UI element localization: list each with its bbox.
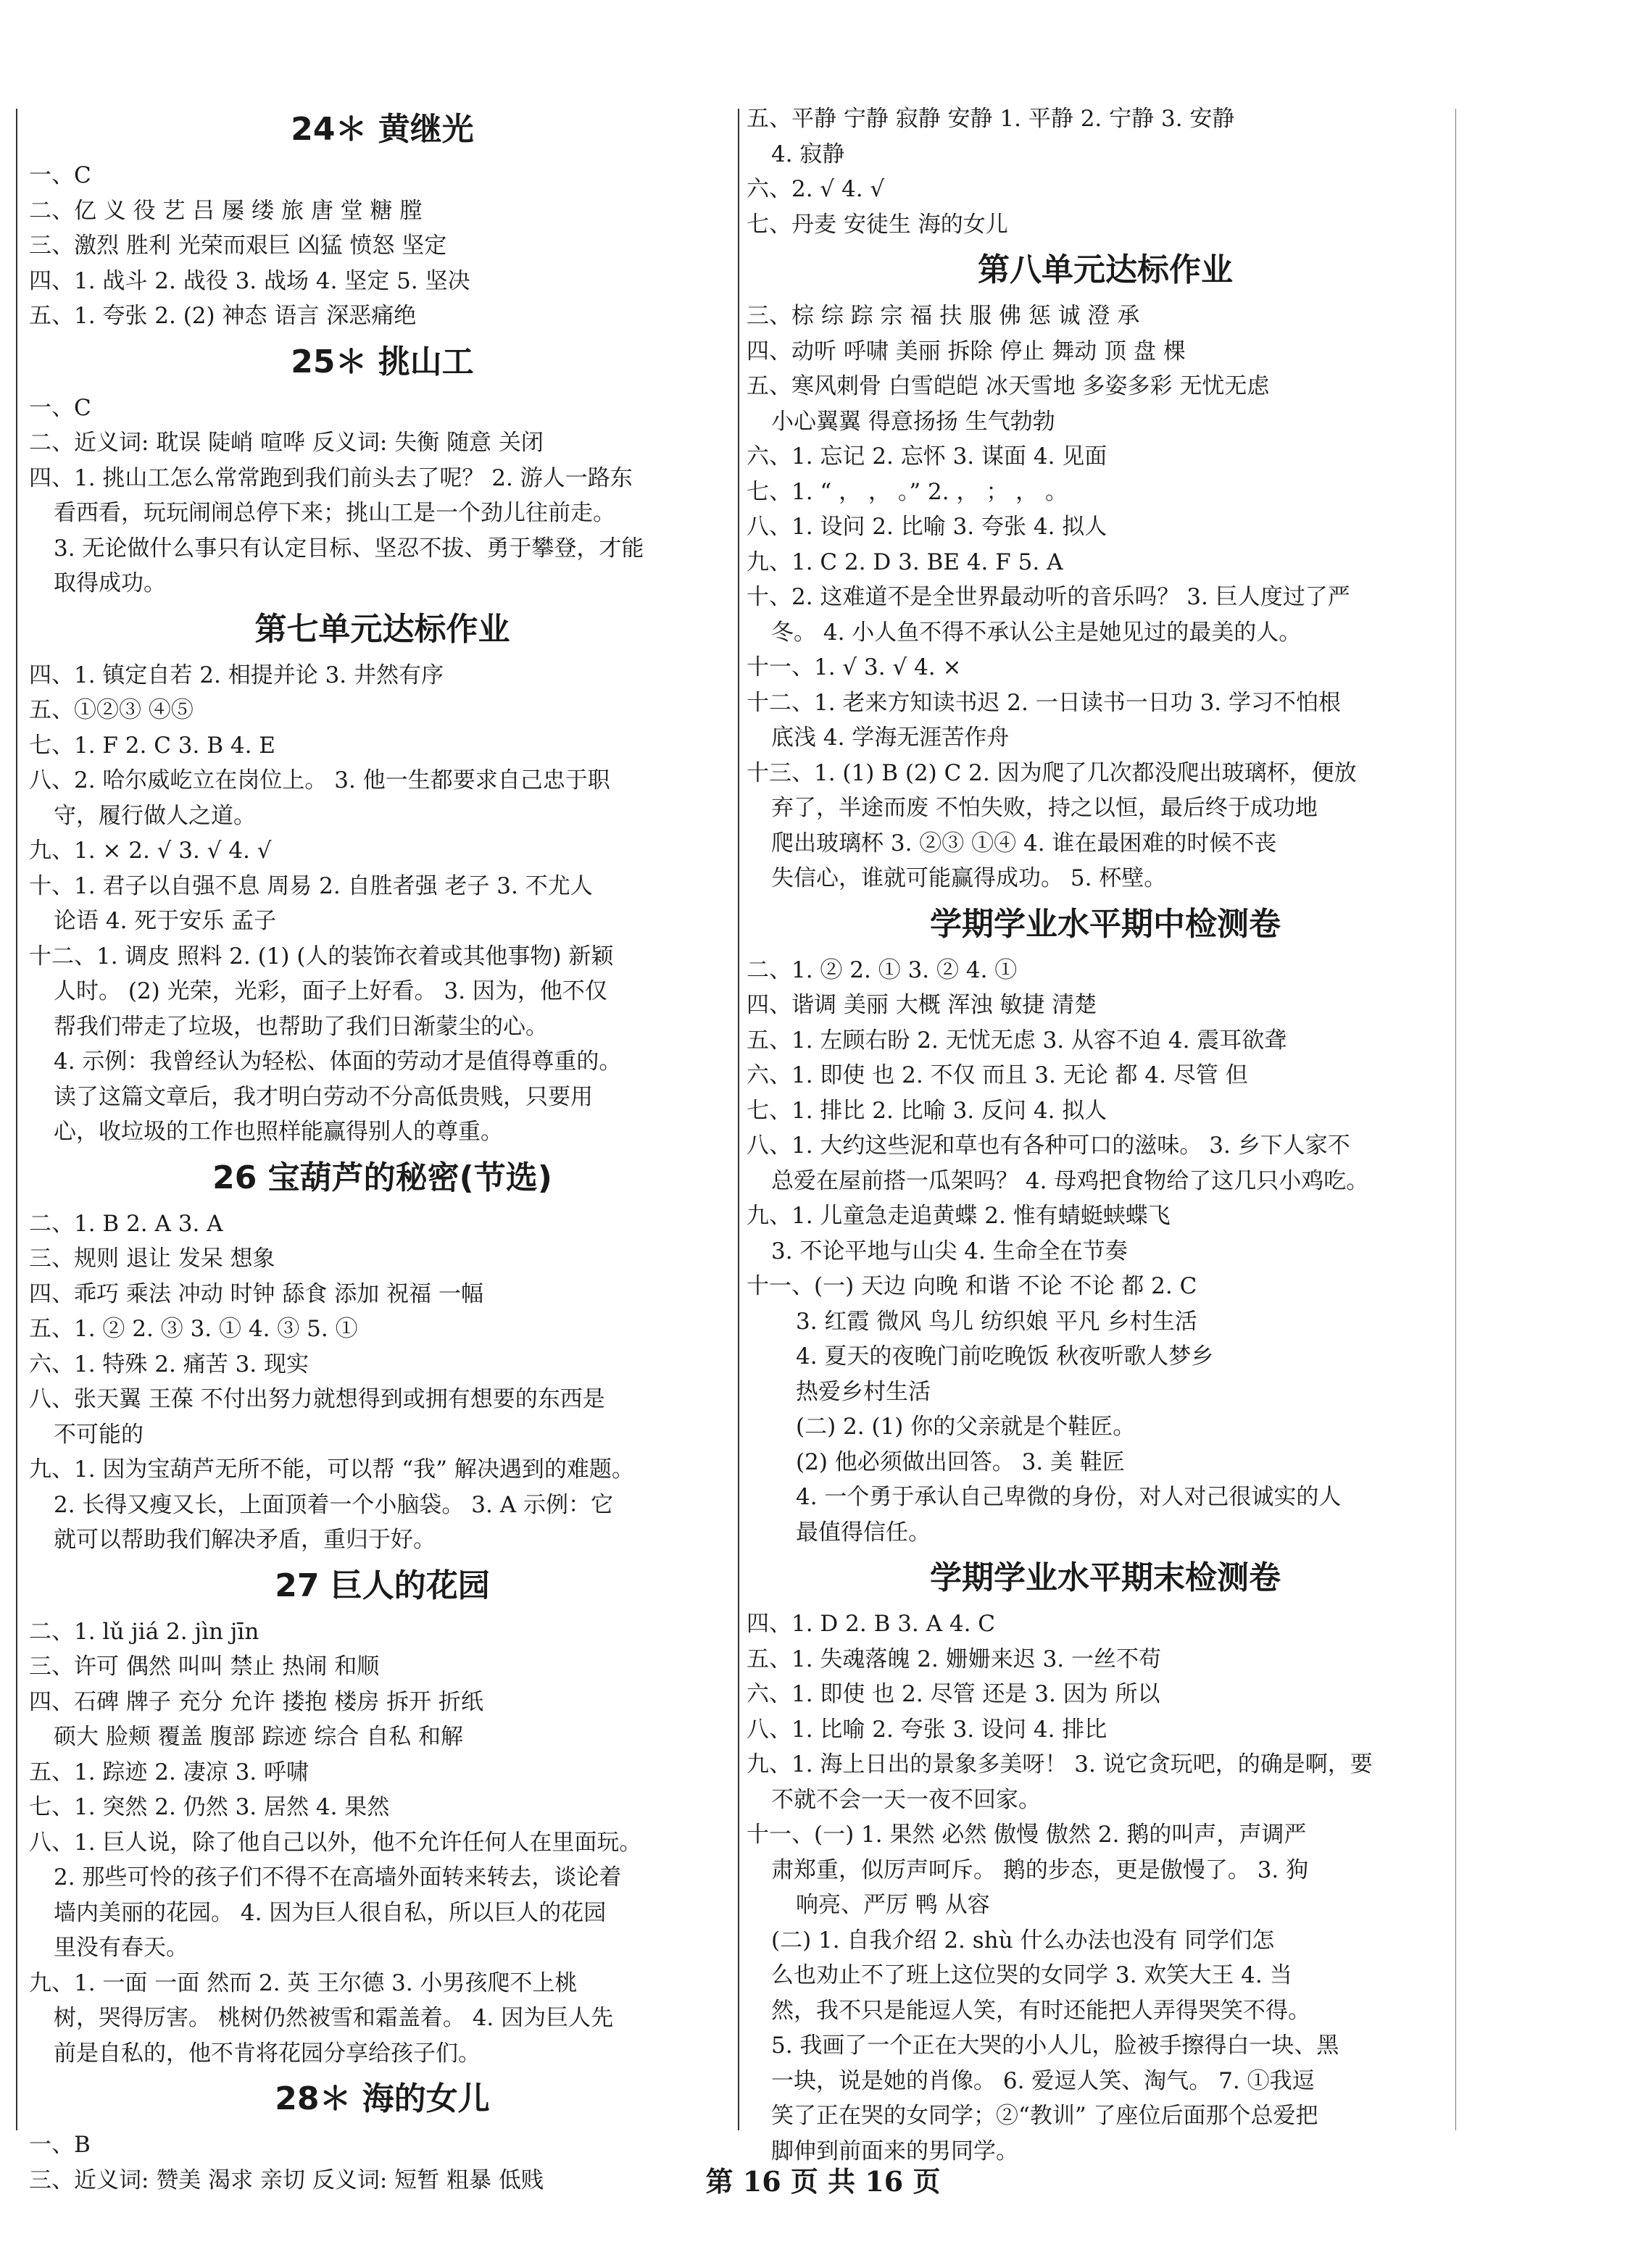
- section-heading: 28＊ 海的女儿: [275, 2080, 490, 2117]
- answer-line: 十、1. 君子以自强不息 周易 2. 自胜者强 老子 3. 不尤人: [29, 872, 593, 899]
- answer-line: 六、1. 即使 也 2. 尽管 还是 3. 因为 所以: [747, 1681, 1160, 1707]
- answer-line: 五、①②③ ④⑤: [29, 697, 194, 723]
- answer-line: 四、1. 挑山工怎么常常跑到我们前头去了呢？ 2. 游人一路东: [29, 464, 633, 491]
- answer-line: 七、丹麦 安徒生 海的女儿: [747, 211, 1008, 238]
- answer-line: 八、1. 设问 2. 比喻 3. 夸张 4. 拟人: [747, 514, 1107, 540]
- answer-line: 六、2. √ 4. √: [747, 176, 885, 202]
- answer-continuation: 爬出玻璃杯 3. ②③ ①④ 4. 谁在最困难的时候不丧: [771, 830, 1277, 856]
- answer-line: 十二、1. 调皮 照料 2. (1) (人的装饰衣着或其他事物) 新颖: [29, 943, 614, 970]
- answer-line: 二、1. B 2. A 3. A: [29, 1210, 223, 1237]
- section-heading: 学期学业水平期中检测卷: [930, 905, 1281, 943]
- answer-continuation: (2) 他必须做出回答。 3. 美 鞋匠: [796, 1448, 1125, 1475]
- right-column: [747, 101, 1464, 2169]
- answer-continuation: 4. 夏天的夜晚门前吃晚饭 秋夜听歌人梦乡: [796, 1343, 1214, 1369]
- answer-continuation: 么也劝止不了班上这位哭的女同学 3. 欢笑大王 4. 当: [771, 1962, 1292, 1988]
- answer-continuation: 5. 我画了一个正在大哭的小人儿，脸被手擦得白一块、黑: [771, 2033, 1339, 2059]
- answer-line: 四、1. 战斗 2. 战役 3. 战场 4. 坚定 5. 坚决: [29, 267, 470, 294]
- answer-continuation: (二) 1. 自我介绍 2. shù 什么办法也没有 同学们怎: [771, 1927, 1275, 1954]
- answer-line: 七、1. 突然 2. 仍然 3. 居然 4. 果然: [29, 1794, 390, 1820]
- answer-continuation: 看西看，玩玩闹闹总停下来；挑山工是一个劲儿往前走。: [54, 500, 615, 526]
- answer-continuation: 热爱乡村生活: [796, 1378, 931, 1405]
- answer-continuation: 3. 不论平地与山尖 4. 生命全在节奏: [771, 1238, 1128, 1264]
- answer-line: 六、1. 特殊 2. 痛苦 3. 现实: [29, 1351, 309, 1377]
- answer-line: 三、棕 综 踪 宗 福 扶 服 佛 惩 诚 澄 承: [747, 303, 1140, 329]
- answer-line: 十一、(一) 1. 果然 必然 傲慢 傲然 2. 鹅的叫声，声调严: [747, 1822, 1307, 1848]
- answer-line: 五、1. 左顾右盼 2. 无忧无虑 3. 从容不迫 4. 震耳欲聋: [747, 1027, 1287, 1054]
- answer-line: 五、寒风刺骨 白雪皑皑 冰天雪地 多姿多彩 无忧无虑: [747, 373, 1270, 399]
- answer-continuation: 前是自私的，他不肯将花园分享给孩子们。: [54, 2040, 481, 2067]
- answer-line: 二、近义词: 耽误 陡峭 喧哗 反义词: 失衡 随意 关闭: [29, 430, 544, 456]
- answer-line: 一、C: [29, 394, 91, 421]
- answer-line: 四、1. D 2. B 3. A 4. C: [747, 1611, 996, 1637]
- answer-line: 九、1. 儿童急走追黄蝶 2. 惟有蜻蜓蛱蝶飞: [747, 1203, 1171, 1229]
- page-footer: 第 16 页 共 16 页: [705, 2165, 941, 2198]
- answer-continuation: 总爱在屋前搭一瓜架吗？ 4. 母鸡把食物给了这几只小鸡吃。: [771, 1167, 1369, 1194]
- answer-continuation: 2. 那些可怜的孩子们不得不在高墙外面转来转去，谈论着: [54, 1864, 622, 1890]
- answer-line: 七、1. F 2. C 3. B 4. E: [29, 732, 275, 759]
- answer-continuation: 响亮、严厉 鸭 从容: [796, 1892, 990, 1918]
- answer-continuation: 冬。 4. 小人鱼不得不承认公主是她见过的最美的人。: [771, 619, 1302, 646]
- section-heading: 27 巨人的花园: [275, 1567, 490, 1604]
- answer-line: 七、1. 排比 2. 比喻 3. 反问 4. 拟人: [747, 1097, 1107, 1124]
- answer-continuation: 底浅 4. 学海无涯苦作舟: [771, 725, 1010, 751]
- answer-line: 四、1. 镇定自若 2. 相提并论 3. 井然有序: [29, 662, 444, 688]
- answer-line: 十二、1. 老来方知读书迟 2. 一日读书一日功 3. 学习不怕根: [747, 689, 1341, 716]
- answer-line: 五、平静 宁静 寂静 安静 1. 平静 2. 宁静 3. 安静: [747, 106, 1235, 132]
- answer-continuation: 2. 长得又瘦又长，上面顶着一个小脑袋。 3. A 示例：它: [54, 1491, 613, 1518]
- answer-line: 九、1. C 2. D 3. BE 4. F 5. A: [747, 549, 1063, 575]
- answer-continuation: 4. 寂静: [771, 141, 845, 167]
- answer-line: 九、1. 海上日出的景象多美呀！ 3. 说它贪玩吧，的确是啊，要: [747, 1751, 1373, 1777]
- section-heading: 第七单元达标作业: [254, 610, 510, 648]
- column-divider: [738, 109, 739, 2130]
- section-heading: 24＊ 黄继光: [291, 111, 474, 148]
- section-heading: 第八单元达标作业: [978, 251, 1233, 288]
- answer-line: 四、石碑 牌子 充分 允许 搂抱 楼房 拆开 折纸: [29, 1688, 483, 1715]
- answer-line: 四、乖巧 乘法 冲动 时钟 舔食 添加 祝福 一幅: [29, 1280, 483, 1307]
- answer-continuation: 心，收垃圾的工作也照样能赢得别人的尊重。: [54, 1119, 503, 1145]
- answer-line: 八、1. 比喻 2. 夸张 3. 设问 4. 排比: [747, 1716, 1107, 1743]
- answer-continuation: 墙内美丽的花园。 4. 因为巨人很自私，所以巨人的花园: [54, 1899, 607, 1926]
- answer-line: 九、1. × 2. √ 3. √ 4. √: [29, 838, 272, 864]
- answer-continuation: 读了这篇文章后，我才明白劳动不分高低贵贱，只要用: [54, 1083, 593, 1110]
- answer-line: 四、谐调 美丽 大概 浑浊 敏捷 清楚: [747, 992, 1097, 1018]
- answer-continuation: 脚伸到前面来的男同学。: [771, 2138, 1018, 2164]
- section-heading: 26 宝葫芦的秘密(节选): [212, 1159, 552, 1196]
- answer-continuation: 然，我不只是能逗人笑，有时还能把人弄得哭笑不得。: [771, 1997, 1310, 2024]
- answer-line: 五、1. ② 2. ③ 3. ① 4. ③ 5. ①: [29, 1316, 358, 1342]
- answer-continuation: 弃了，半途而废 不怕失败，持之以恒，最后终于成功地: [771, 795, 1318, 821]
- answer-continuation: 守，履行做人之道。: [54, 802, 256, 829]
- answer-continuation: 肃郑重，似厉声呵斥。 鹅的步态，更是傲慢了。 3. 狗: [771, 1856, 1309, 1883]
- answer-continuation: 小心翼翼 得意扬扬 生气勃勃: [771, 408, 1055, 435]
- answer-line: 十一、1. √ 3. √ 4. ×: [747, 654, 962, 680]
- answer-continuation: 里没有春天。: [54, 1935, 188, 1961]
- answer-line: 三、规则 退让 发呆 想象: [29, 1246, 275, 1272]
- answer-continuation: 取得成功。: [54, 570, 166, 596]
- answer-continuation: 4. 一个勇于承认自己卑微的身份，对人对己很诚实的人: [796, 1484, 1342, 1510]
- answer-line: 十一、(一) 天边 向晚 和谐 不论 不论 都 2. C: [747, 1273, 1197, 1299]
- answer-line: 四、动听 呼啸 美丽 拆除 停止 舞动 顶 盘 棵: [747, 338, 1186, 364]
- left-column: [29, 101, 736, 2198]
- answer-line: 八、1. 巨人说，除了他自己以外，他不允许任何人在里面玩。: [29, 1829, 642, 1856]
- answer-line: 三、近义词: 赞美 渴求 亲切 反义词: 短暂 粗暴 低贱: [29, 2167, 544, 2193]
- answer-continuation: 不可能的: [54, 1421, 144, 1448]
- answer-line: 八、1. 大约这些泥和草也有各种可口的滋味。 3. 乡下人家不: [747, 1133, 1350, 1159]
- answer-continuation: 3. 红霞 微风 鸟儿 纺织娘 平凡 乡村生活: [796, 1308, 1197, 1335]
- answer-continuation: (二) 2. (1) 你的父亲就是个鞋匠。: [796, 1414, 1136, 1440]
- answer-line: 九、1. 一面 一面 然而 2. 英 王尔德 3. 小男孩爬不上桃: [29, 1969, 578, 1996]
- answer-line: 十、2. 这难道不是全世界最动听的音乐吗？ 3. 巨人度过了严: [747, 584, 1350, 610]
- answer-continuation: 笑了正在哭的女同学；②“教训” 了座位后面那个总爱把: [771, 2103, 1318, 2129]
- answer-continuation: 不就不会一天一夜不回家。: [771, 1786, 1041, 1813]
- answer-line: 二、1. lǔ jiá 2. jìn jīn: [29, 1618, 259, 1645]
- answer-line: 十三、1. (1) B (2) C 2. 因为爬了几次都没爬出玻璃杯，便放: [747, 759, 1357, 786]
- section-heading: 学期学业水平期末检测卷: [930, 1559, 1281, 1596]
- answer-line: 五、1. 踪迹 2. 凄凉 3. 呼啸: [29, 1759, 309, 1785]
- section-heading: 25＊ 挑山工: [291, 343, 474, 380]
- left-border-line: [16, 109, 17, 2130]
- answer-line: 三、许可 偶然 叫叫 禁止 热闹 和顺: [29, 1654, 380, 1680]
- answer-line: 八、张天翼 王葆 不付出努力就想得到或拥有想要的东西是: [29, 1386, 605, 1412]
- answer-continuation: 帮我们带走了垃圾，也帮助了我们日渐蒙尘的心。: [54, 1013, 548, 1040]
- answer-continuation: 人时。 (2) 光荣，光彩，面子上好看。 3. 因为，他不仅: [54, 978, 607, 1004]
- answer-line: 七、1. “ ， ， 。” 2. ， ； ， 。: [747, 478, 1068, 505]
- answer-continuation: 硕大 脸颊 覆盖 腹部 踪迹 综合 自私 和解: [54, 1724, 463, 1750]
- answer-line: 一、B: [29, 2132, 91, 2158]
- answer-line: 五、1. 夸张 2. (2) 神态 语言 深恶痛绝: [29, 303, 417, 329]
- answer-continuation: 最值得信任。: [796, 1519, 931, 1546]
- answer-line: 二、亿 义 役 艺 吕 屡 缕 旅 唐 堂 糖 膛: [29, 197, 423, 224]
- answer-line: 八、2. 哈尔威屹立在岗位上。 3. 他一生都要求自己忠于职: [29, 767, 610, 793]
- answer-line: 六、1. 即使 也 2. 不仅 而且 3. 无论 都 4. 尽管 但: [747, 1062, 1248, 1088]
- answer-line: 三、激烈 胜利 光荣而艰巨 凶猛 愤怒 坚定: [29, 233, 447, 259]
- answer-continuation: 树，哭得厉害。 桃树仍然被雪和霜盖着。 4. 因为巨人先: [54, 2005, 614, 2031]
- answer-line: 一、C: [29, 162, 91, 188]
- answer-continuation: 就可以帮助我们解决矛盾，重归于好。: [54, 1527, 436, 1553]
- answer-line: 二、1. ② 2. ① 3. ② 4. ①: [747, 956, 1018, 983]
- answer-line: 九、1. 因为宝葫芦无所不能，可以帮 “我” 解决遇到的难题。: [29, 1456, 634, 1483]
- answer-continuation: 一块，说是她的肖像。 6. 爱逗人笑、淘气。 7. ①我逗: [771, 2067, 1315, 2094]
- answer-continuation: 失信心，谁就可能赢得成功。 5. 杯壁。: [771, 865, 1167, 891]
- answer-continuation: 4. 示例：我曾经认为轻松、体面的劳动才是值得尊重的。: [54, 1048, 622, 1075]
- answer-continuation: 论语 4. 死于安乐 孟子: [54, 908, 277, 934]
- answer-continuation: 3. 无论做什么事只有认定目标、坚忍不拔、勇于攀登，才能: [54, 535, 644, 562]
- answer-line: 六、1. 忘记 2. 忘怀 3. 谋面 4. 见面: [747, 443, 1107, 470]
- answer-line: 五、1. 失魂落魄 2. 姗姗来迟 3. 一丝不苟: [747, 1646, 1161, 1672]
